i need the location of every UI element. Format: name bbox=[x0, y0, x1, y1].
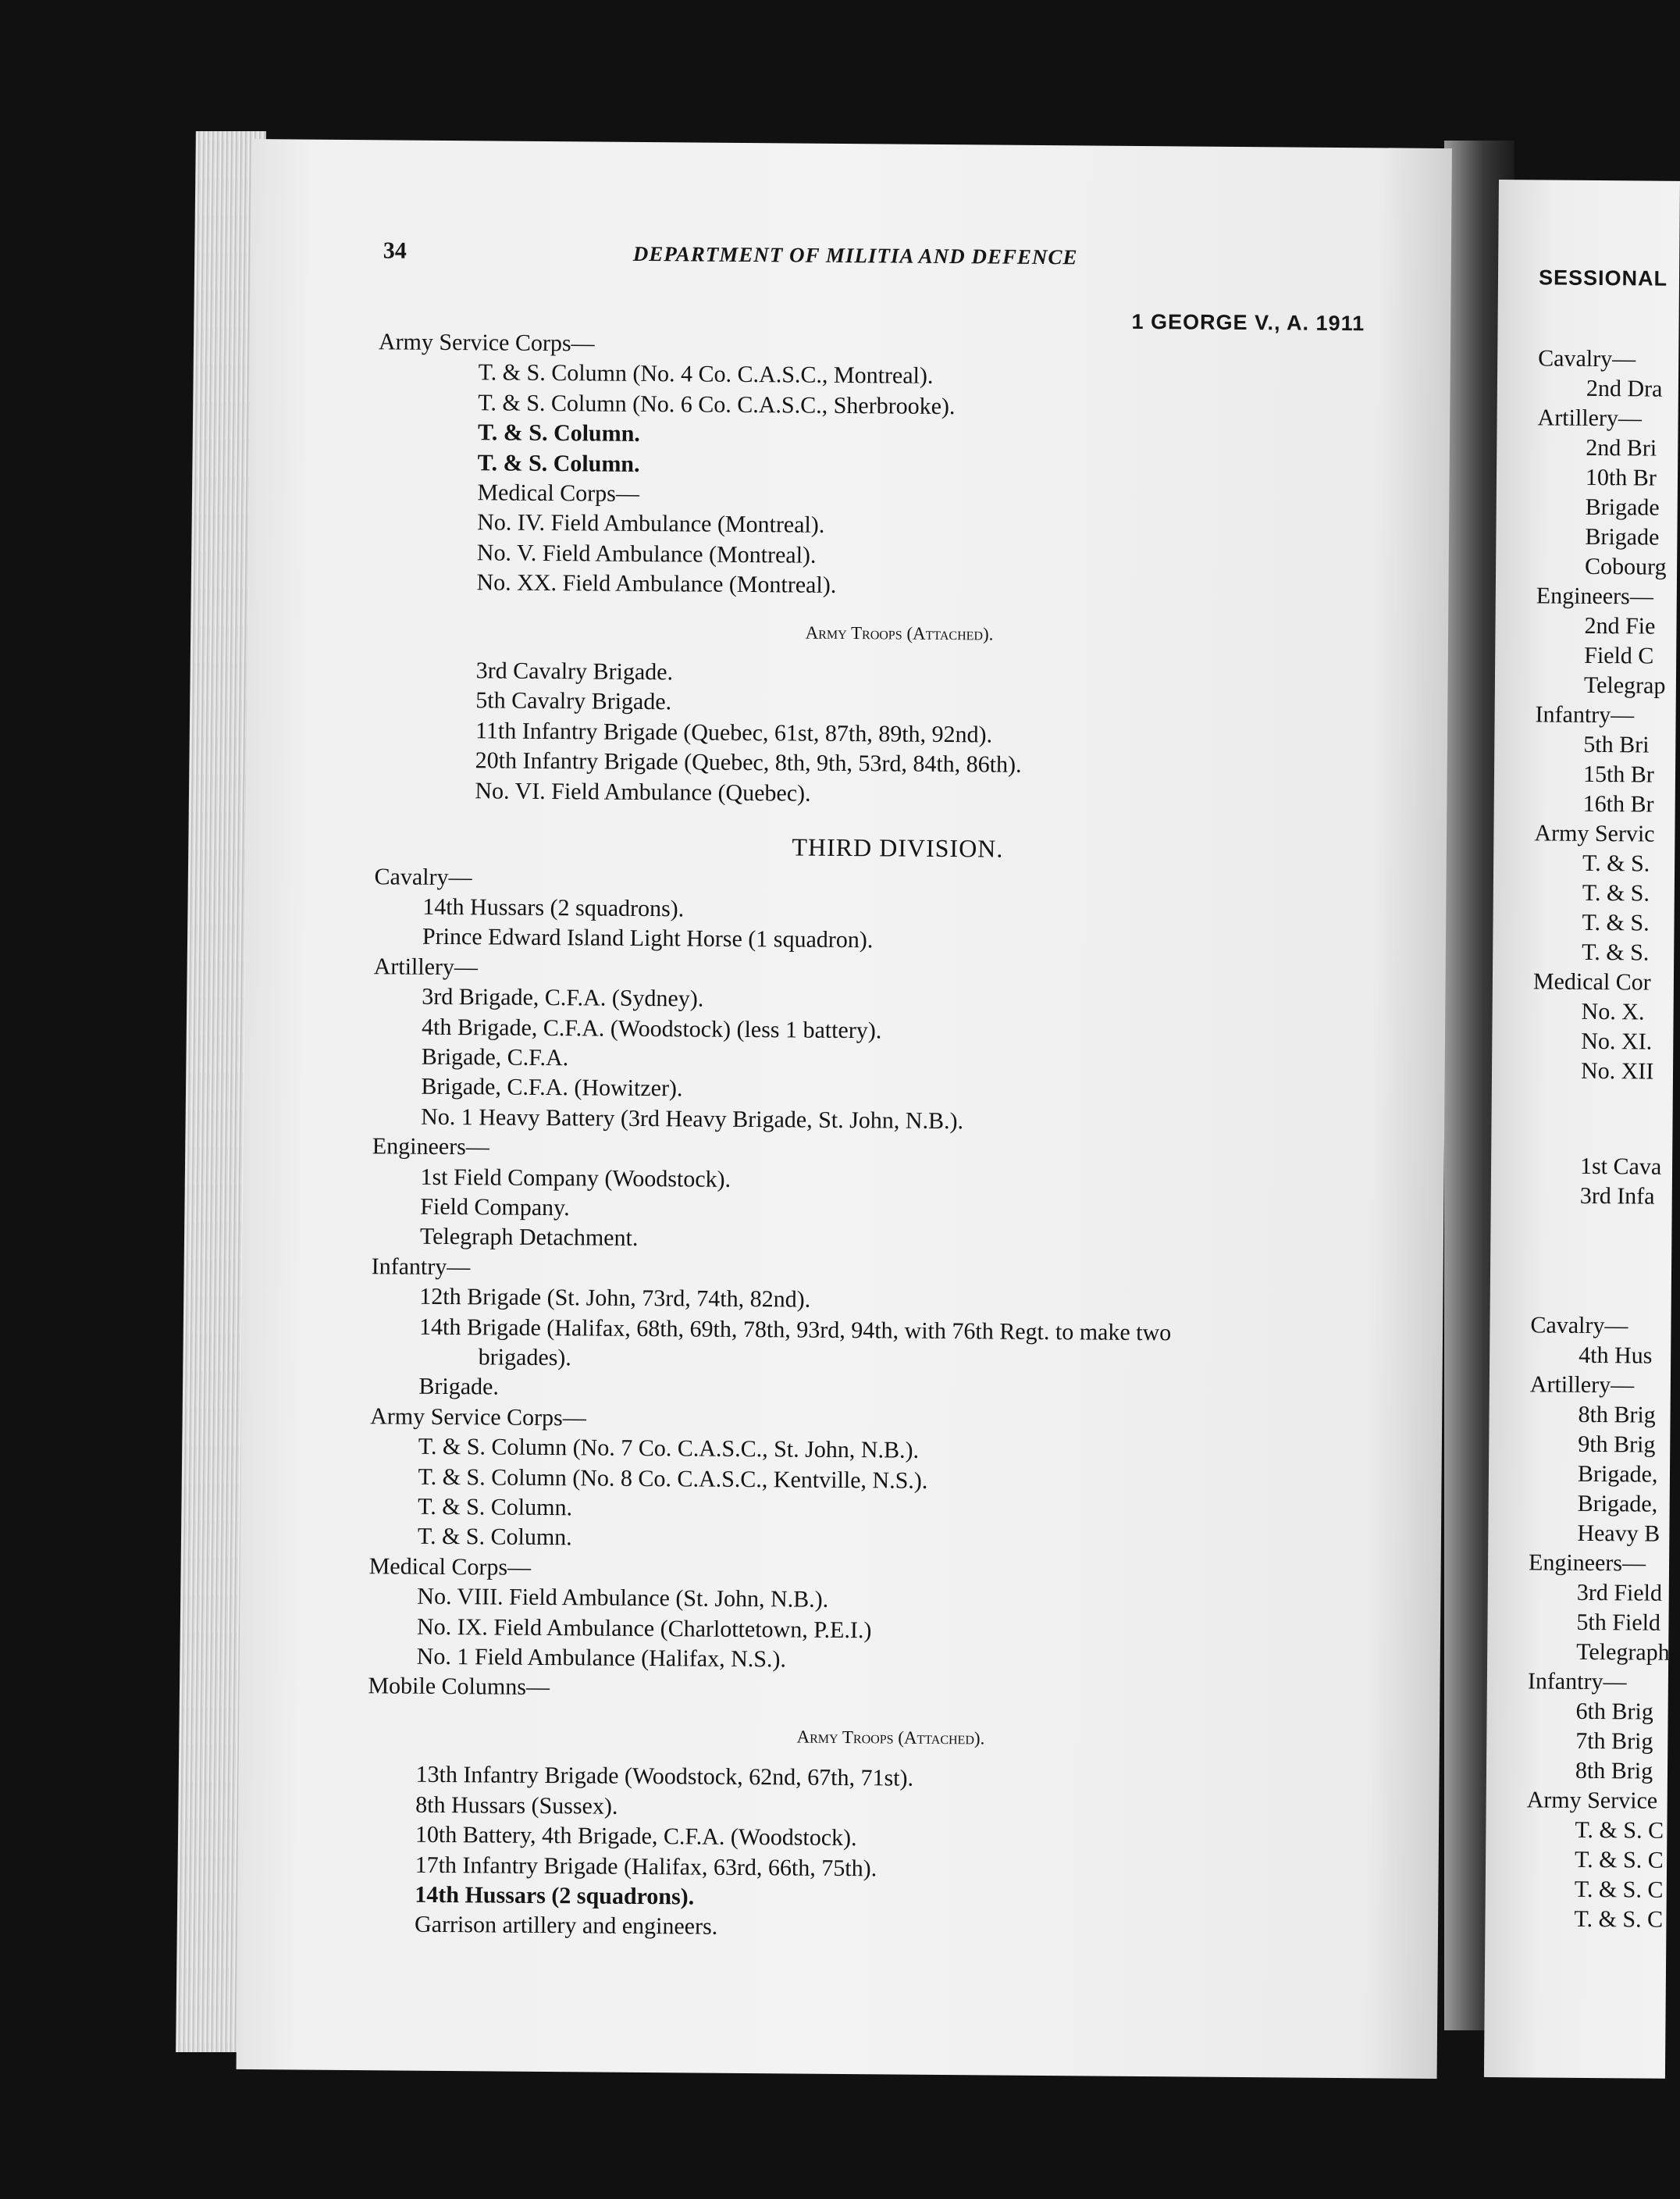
unit-entry: 14th Hussars (2 squadrons). bbox=[422, 893, 685, 922]
unit-entry: Brigade. bbox=[418, 1374, 500, 1400]
unit-entry: 3rd Cavalry Brigade. bbox=[475, 658, 674, 686]
adjacent-page-line: Telegraph bbox=[1576, 1638, 1670, 1666]
unit-entry: 11th Infantry Brigade (Quebec, 61st, 87th, 89th, 92nd). bbox=[475, 718, 993, 748]
adjacent-page-line: Brigade, bbox=[1577, 1460, 1658, 1488]
unit-entry: T. & S. Column. bbox=[418, 1493, 573, 1521]
adjacent-page-line: 8th Brig bbox=[1575, 1757, 1653, 1784]
unit-entry: Brigade, C.F.A. bbox=[421, 1043, 569, 1071]
page-number: 34 bbox=[383, 237, 408, 264]
unit-entry: Brigade, C.F.A. (Howitzer). bbox=[421, 1074, 683, 1102]
category-heading: Army Service Corps— bbox=[370, 1403, 586, 1431]
adjacent-page-line: 2nd Fie bbox=[1584, 612, 1656, 640]
section-subheading-wrap bbox=[368, 1702, 1415, 1768]
adjacent-page-line: 5th Field bbox=[1576, 1609, 1661, 1636]
category-heading: Mobile Columns— bbox=[368, 1673, 550, 1701]
section-subheading-wrap bbox=[376, 597, 1423, 664]
category-heading: Cavalry— bbox=[374, 863, 472, 890]
adjacent-page-line: Brigade, bbox=[1577, 1490, 1658, 1517]
adjacent-page-line: Artillery— bbox=[1537, 405, 1643, 432]
adjacent-page-line: Army Servic bbox=[1534, 820, 1655, 847]
adjacent-page-line: No. X. bbox=[1581, 998, 1645, 1025]
unit-entry: No. IX. Field Ambulance (Charlottetown, P.E.I.) bbox=[416, 1613, 872, 1643]
unit-entry: No. V. Field Ambulance (Montreal). bbox=[476, 540, 817, 568]
category-heading: Army Service Corps— bbox=[378, 329, 595, 357]
adjacent-page-line: Field C bbox=[1584, 642, 1654, 669]
adjacent-page-line: No. XI. bbox=[1581, 1028, 1653, 1055]
unit-entry: Field Company. bbox=[420, 1193, 570, 1221]
unit-entry: T. & S. Column. bbox=[477, 449, 640, 477]
adjacent-page-line: Medical Cor bbox=[1532, 968, 1651, 996]
adjacent-page-line: 3rd Field bbox=[1576, 1579, 1663, 1606]
running-title: DEPARTMENT OF MILITIA AND DEFENCE bbox=[632, 241, 1078, 269]
adjacent-page-line: Army Service bbox=[1526, 1787, 1658, 1814]
unit-entry: No. 1 Field Ambulance (Halifax, N.S.). bbox=[416, 1643, 787, 1673]
unit-entry: T. & S. Column. bbox=[417, 1524, 572, 1551]
unit-entry: T. & S. Column (No. 4 Co. C.A.S.C., Montreal). bbox=[478, 359, 934, 390]
adjacent-page-line: 10th Br bbox=[1585, 464, 1657, 491]
adjacent-page-line: 6th Brig bbox=[1575, 1698, 1653, 1725]
unit-entry: 17th Infantry Brigade (Halifax, 63rd, 66th, 75th). bbox=[415, 1852, 877, 1881]
unit-entry: 14th Hussars (2 squadrons). bbox=[415, 1881, 695, 1910]
adjacent-page-line: 4th Hus bbox=[1579, 1342, 1653, 1369]
adjacent-page-line: Cobourg bbox=[1584, 553, 1667, 580]
adjacent-page-line: T. & S. bbox=[1582, 850, 1650, 877]
unit-entry: T. & S. Column (No. 7 Co. C.A.S.C., St. John, N.B.). bbox=[418, 1433, 920, 1463]
unit-entry: 12th Brigade (St. John, 73rd, 74th, 82nd). bbox=[419, 1283, 811, 1313]
unit-entry: 20th Infantry Brigade (Quebec, 8th, 9th, 53rd, 84th, 86th). bbox=[475, 747, 1022, 779]
adjacent-page-line: Artillery— bbox=[1529, 1371, 1635, 1399]
adjacent-page-line: 2nd Bri bbox=[1586, 434, 1657, 462]
adjacent-page-line: T. & S. C bbox=[1575, 1816, 1664, 1844]
unit-entry: No. 1 Heavy Battery (3rd Heavy Brigade, St. John, N.B.). bbox=[421, 1103, 964, 1134]
adjacent-page-line: T. & S. bbox=[1582, 939, 1650, 966]
adjacent-page-line: T. & S. C bbox=[1574, 1846, 1664, 1873]
adjacent-page-line: T. & S. bbox=[1582, 879, 1650, 907]
unit-entry: Prince Edward Island Light Horse (1 squadron). bbox=[422, 924, 874, 953]
category-heading: Artillery— bbox=[373, 953, 479, 981]
unit-entry: 8th Hussars (Sussex). bbox=[415, 1791, 618, 1819]
section-subheading: Army Troops (Attached). bbox=[805, 622, 994, 644]
unit-entry: 10th Battery, 4th Brigade, C.F.A. (Woodstock). bbox=[415, 1821, 857, 1852]
unit-entry: No. IV. Field Ambulance (Montreal). bbox=[477, 509, 825, 539]
unit-entry: T. & S. Column. bbox=[477, 419, 641, 447]
unit-entry: No. VIII. Field Ambulance (St. John, N.B.). bbox=[417, 1583, 829, 1613]
unit-entry: 5th Cavalry Brigade. bbox=[475, 687, 672, 715]
unit-entry: brigades). bbox=[478, 1344, 572, 1371]
adjacent-page-line: T. & S. C bbox=[1574, 1876, 1664, 1903]
division-heading: THIRD DIVISION. bbox=[792, 832, 1004, 863]
unit-entry: Telegraph Detachment. bbox=[419, 1224, 639, 1252]
section-subheading: Army Troops (Attached). bbox=[796, 1727, 985, 1748]
adjacent-page-line: No. XII bbox=[1580, 1057, 1654, 1085]
adjacent-page-line: Brigade bbox=[1585, 523, 1660, 551]
adjacent-page-line: 9th Brig bbox=[1578, 1431, 1656, 1458]
category-heading: Engineers— bbox=[372, 1133, 489, 1160]
adjacent-page-body bbox=[1525, 344, 1680, 1934]
unit-entry: T. & S. Column (No. 6 Co. C.A.S.C., Sherbrooke). bbox=[478, 390, 956, 419]
category-heading: Infantry— bbox=[371, 1253, 471, 1281]
adjacent-page-line: T. & S. bbox=[1582, 909, 1650, 936]
adjacent-page-line: 5th Bri bbox=[1583, 731, 1650, 758]
adjacent-page-line: 16th Br bbox=[1582, 790, 1654, 818]
adjacent-page-line: Engineers— bbox=[1528, 1549, 1646, 1577]
unit-entry: Garrison artillery and engineers. bbox=[414, 1912, 718, 1941]
unit-entry: Medical Corps— bbox=[477, 479, 640, 507]
adjacent-page-line: 2nd Dra bbox=[1586, 375, 1663, 402]
unit-entry: 13th Infantry Brigade (Woodstock, 62nd, 67th, 71st). bbox=[415, 1762, 914, 1792]
adjacent-page-line: Engineers— bbox=[1536, 583, 1653, 610]
unit-entry: 1st Field Company (Woodstock). bbox=[420, 1164, 731, 1192]
adjacent-page-line: Brigade bbox=[1585, 494, 1660, 521]
adjacent-page-header: SESSIONAL bbox=[1538, 266, 1668, 290]
adjacent-page-line: Infantry— bbox=[1535, 701, 1635, 729]
adjacent-page-line: Telegrap bbox=[1583, 672, 1666, 699]
adjacent-page-line: Infantry— bbox=[1527, 1668, 1627, 1695]
adjacent-page-line: 7th Brig bbox=[1575, 1727, 1653, 1755]
adjacent-page-line: 8th Brig bbox=[1578, 1401, 1656, 1428]
adjacent-page-line: 3rd Infa bbox=[1579, 1182, 1655, 1210]
unit-entry: 3rd Brigade, C.F.A. (Sydney). bbox=[422, 983, 704, 1012]
adjacent-page-line: 1st Cava bbox=[1579, 1153, 1662, 1180]
category-heading: Medical Corps— bbox=[368, 1553, 532, 1581]
adjacent-page-line: Heavy B bbox=[1577, 1520, 1660, 1547]
adjacent-page bbox=[1484, 180, 1680, 2079]
unit-entry: T. & S. Column (No. 8 Co. C.A.S.C., Kentville, N.S.). bbox=[418, 1463, 928, 1494]
book-page bbox=[237, 139, 1452, 2079]
adjacent-page-line: Cavalry— bbox=[1530, 1312, 1628, 1339]
adjacent-page-line: Cavalry— bbox=[1538, 345, 1636, 372]
unit-entry: 4th Brigade, C.F.A. (Woodstock) (less 1 battery). bbox=[421, 1014, 882, 1043]
adjacent-page-line: T. & S. C bbox=[1574, 1905, 1664, 1933]
unit-entry: No. XX. Field Ambulance (Montreal). bbox=[476, 569, 837, 599]
unit-entry: No. VI. Field Ambulance (Quebec). bbox=[475, 777, 811, 807]
session-reference: 1 GEORGE V., A. 1911 bbox=[1131, 309, 1365, 336]
page-body bbox=[366, 327, 1425, 1948]
adjacent-page-line: 15th Br bbox=[1582, 761, 1654, 788]
unit-entry: 14th Brigade (Halifax, 68th, 69th, 78th, 93rd, 94th, with 76th Regt. to make two bbox=[418, 1313, 1172, 1345]
